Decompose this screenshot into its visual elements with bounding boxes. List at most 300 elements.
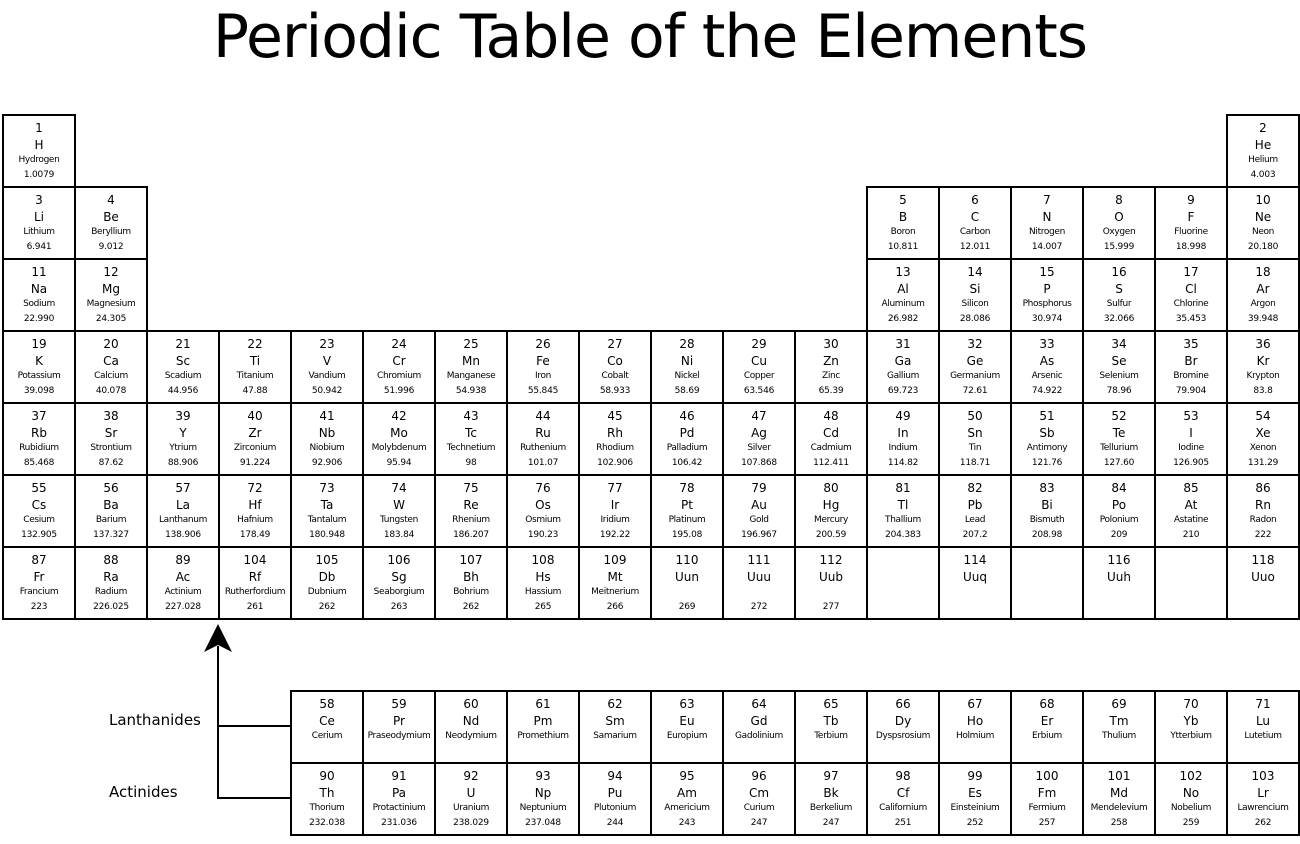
atomic-mass: 262 [318, 602, 336, 612]
atomic-number: 82 [967, 481, 983, 495]
atomic-mass: 39.948 [1247, 314, 1279, 324]
element-name: Holmium [955, 731, 995, 741]
atomic-mass: 137.327 [93, 530, 129, 540]
atomic-number: 110 [675, 553, 699, 567]
atomic-number: 75 [463, 481, 479, 495]
element-name: Einsteinium [950, 803, 1000, 813]
atomic-mass: 262 [1254, 818, 1272, 828]
atomic-mass: 226.025 [93, 602, 129, 612]
atomic-number: 26 [535, 337, 551, 351]
element-name: Nickel [674, 371, 700, 381]
atomic-mass: 58.933 [599, 386, 631, 396]
element-symbol: Pb [967, 498, 983, 512]
element-name: Radium [94, 587, 128, 597]
element-symbol: Ru [535, 426, 551, 440]
atomic-mass: 55.845 [527, 386, 559, 396]
element-symbol: Cf [896, 786, 910, 800]
element-name: Scadium [164, 371, 202, 381]
atomic-number: 23 [319, 337, 335, 351]
element-symbol: Pd [679, 426, 695, 440]
atomic-number: 1 [35, 121, 43, 135]
atomic-number: 90 [319, 769, 335, 783]
element-name: Krypton [1246, 371, 1280, 381]
element-symbol: Li [33, 210, 45, 224]
atomic-number: 9 [1187, 193, 1195, 207]
element-name: Uranium [452, 803, 490, 813]
element-symbol: La [175, 498, 191, 512]
element-name: Manganese [446, 371, 496, 381]
atomic-number: 66 [895, 697, 911, 711]
atomic-number: 47 [751, 409, 767, 423]
element-name: Tellurium [1100, 443, 1138, 453]
element-name: Mercury [813, 515, 849, 525]
element-symbol: Uub [818, 570, 843, 584]
element-name: Dubnium [307, 587, 347, 597]
element-symbol: Ge [966, 354, 984, 368]
element-symbol: Na [30, 282, 48, 296]
atomic-number: 7 [1043, 193, 1051, 207]
element-symbol: Uuu [747, 570, 771, 584]
atomic-mass: 237.048 [525, 818, 561, 828]
atomic-number: 44 [535, 409, 551, 423]
atomic-number: 68 [1039, 697, 1055, 711]
element-name: Zirconium [233, 443, 277, 453]
element-symbol: Ac [175, 570, 191, 584]
element-symbol: Cr [392, 354, 406, 368]
element-name: Thulium [1102, 731, 1136, 741]
element-symbol: Pr [393, 714, 405, 728]
element-name: Vandium [308, 371, 346, 381]
element-name: Chlorine [1173, 299, 1209, 309]
element-symbol: In [897, 426, 909, 440]
element-name: Boron [890, 227, 916, 237]
element-symbol: Kr [1256, 354, 1270, 368]
element-name: Erbium [1032, 731, 1062, 741]
element-name: Seaborgium [373, 587, 425, 597]
atomic-number: 105 [315, 553, 339, 567]
atomic-mass: 24.305 [95, 314, 127, 324]
element-name: Rutherfordium [224, 587, 286, 597]
atomic-mass: 39.098 [23, 386, 55, 396]
element-symbol: Pt [681, 498, 693, 512]
atomic-mass: 223 [30, 602, 48, 612]
atomic-number: 97 [823, 769, 839, 783]
element-symbol: V [322, 354, 332, 368]
element-symbol: Uuo [1251, 570, 1275, 584]
atomic-mass: 87.62 [98, 458, 124, 468]
element-symbol: I [1189, 426, 1193, 440]
element-name: Fluorine [1174, 227, 1208, 237]
atomic-mass: 190.23 [527, 530, 559, 540]
element-symbol: He [1254, 138, 1272, 152]
element-symbol: Tl [897, 498, 909, 512]
element-symbol: Zr [248, 426, 262, 440]
atomic-mass: 95.94 [386, 458, 412, 468]
element-name: Polonium [1099, 515, 1139, 525]
element-symbol: U [466, 786, 476, 800]
atomic-mass: 261 [246, 602, 264, 612]
atomic-mass: 186.207 [453, 530, 489, 540]
atomic-number: 84 [1111, 481, 1127, 495]
element-name: Xenon [1249, 443, 1277, 453]
atomic-mass: 69.723 [887, 386, 919, 396]
element-name: Palladium [666, 443, 708, 453]
element-symbol: Br [1184, 354, 1198, 368]
element-name: Nobelium [1170, 803, 1212, 813]
element-name: Bohrium [453, 587, 489, 597]
element-name: Technetium [446, 443, 496, 453]
atomic-number: 91 [391, 769, 407, 783]
atomic-mass: 9.012 [98, 242, 124, 252]
atomic-mass: 12.011 [959, 242, 991, 252]
element-symbol: At [1184, 498, 1198, 512]
atomic-number: 64 [751, 697, 767, 711]
element-symbol: N [1042, 210, 1052, 224]
element-symbol: Ag [751, 426, 767, 440]
atomic-mass: 1.0079 [23, 170, 55, 180]
atomic-number: 112 [819, 553, 843, 567]
atomic-number: 18 [1255, 265, 1271, 279]
element-name: Fermium [1028, 803, 1066, 813]
atomic-mass: 78.96 [1106, 386, 1132, 396]
atomic-number: 51 [1039, 409, 1055, 423]
element-name: Dyspsrosium [875, 731, 931, 741]
element-symbol: Ga [894, 354, 912, 368]
atomic-number: 111 [747, 553, 771, 567]
element-name: Beryllium [91, 227, 131, 237]
atomic-mass: 58.69 [674, 386, 700, 396]
atomic-number: 65 [823, 697, 839, 711]
element-name: Lutetium [1244, 731, 1282, 741]
element-name: Lanthanum [158, 515, 207, 525]
atomic-mass: 15.999 [1103, 242, 1135, 252]
element-name: Aluminum [881, 299, 925, 309]
atomic-number: 70 [1183, 697, 1199, 711]
atomic-number: 25 [463, 337, 479, 351]
atomic-mass: 92.906 [311, 458, 343, 468]
atomic-number: 108 [531, 553, 555, 567]
atomic-mass: 114.82 [887, 458, 919, 468]
element-symbol: Rb [31, 426, 47, 440]
atomic-mass: 231.036 [381, 818, 417, 828]
atomic-mass: 272 [750, 602, 768, 612]
element-symbol: Al [897, 282, 909, 296]
element-name: Strontium [90, 443, 132, 453]
atomic-number: 16 [1111, 265, 1127, 279]
element-symbol: Bk [823, 786, 839, 800]
element-name: Rubidium [19, 443, 59, 453]
element-symbol: Ho [966, 714, 984, 728]
element-name: Phosphorus [1022, 299, 1072, 309]
atomic-mass: 121.76 [1031, 458, 1063, 468]
element-symbol: Zn [823, 354, 839, 368]
element-name: Iodine [1178, 443, 1204, 453]
element-name: Thorium [309, 803, 345, 813]
element-symbol: Xe [1255, 426, 1271, 440]
element-symbol: Fe [536, 354, 550, 368]
atomic-number: 38 [103, 409, 119, 423]
element-name: Ytterbium [1170, 731, 1212, 741]
atomic-number: 61 [535, 697, 551, 711]
element-symbol: Re [463, 498, 479, 512]
element-name: Cobalt [601, 371, 629, 381]
atomic-mass: 47.88 [242, 386, 268, 396]
atomic-number: 17 [1183, 265, 1199, 279]
element-name: Sulfur [1106, 299, 1132, 309]
element-name: Antimony [1026, 443, 1068, 453]
element-name: Cerium [311, 731, 343, 741]
element-name: Zinc [822, 371, 840, 381]
atomic-number: 12 [103, 265, 119, 279]
element-symbol: Cu [751, 354, 767, 368]
element-name: Americium [664, 803, 710, 813]
atomic-number: 102 [1179, 769, 1203, 783]
element-name: Helium [1248, 155, 1278, 165]
atomic-number: 98 [895, 769, 911, 783]
atomic-number: 22 [247, 337, 263, 351]
atomic-number: 55 [31, 481, 47, 495]
element-name: Platinum [668, 515, 706, 525]
element-name: Barium [95, 515, 127, 525]
atomic-mass: 65.39 [818, 386, 844, 396]
atomic-number: 74 [391, 481, 407, 495]
element-symbol: Rh [607, 426, 623, 440]
atomic-mass: 178.49 [239, 530, 271, 540]
element-symbol: Fm [1037, 786, 1057, 800]
element-symbol: H [34, 138, 44, 152]
element-symbol: B [898, 210, 908, 224]
atomic-number: 32 [967, 337, 983, 351]
element-name: Lead [964, 515, 986, 525]
atomic-number: 63 [679, 697, 695, 711]
atomic-mass: 138.906 [165, 530, 201, 540]
atomic-number: 39 [175, 409, 191, 423]
atomic-mass: 238.029 [453, 818, 489, 828]
element-symbol: Mo [390, 426, 408, 440]
element-symbol: Se [1111, 354, 1127, 368]
atomic-mass: 98 [465, 458, 477, 468]
element-symbol: Sb [1039, 426, 1055, 440]
atomic-mass: 227.028 [165, 602, 201, 612]
element-symbol: Er [1040, 714, 1054, 728]
atomic-mass: 50.942 [311, 386, 343, 396]
atomic-mass: 132.905 [21, 530, 57, 540]
element-name: Rhodium [596, 443, 634, 453]
element-symbol: Uuq [962, 570, 987, 584]
element-symbol: K [35, 354, 43, 368]
element-symbol: Es [968, 786, 982, 800]
element-name: Iridium [600, 515, 630, 525]
element-symbol: Sn [967, 426, 983, 440]
atomic-number: 11 [31, 265, 47, 279]
element-symbol: Sc [175, 354, 191, 368]
atomic-number: 114 [963, 553, 987, 567]
atomic-number: 103 [1251, 769, 1275, 783]
atomic-number: 69 [1111, 697, 1127, 711]
element-name: Argon [1250, 299, 1276, 309]
element-name: Gold [749, 515, 769, 525]
atomic-number: 95 [679, 769, 695, 783]
element-symbol: Ca [103, 354, 119, 368]
atomic-mass: 14.007 [1031, 242, 1063, 252]
lanthanides-label: Lanthanides [109, 711, 201, 729]
atomic-number: 107 [459, 553, 483, 567]
atomic-number: 24 [391, 337, 407, 351]
atomic-mass: 207.2 [962, 530, 988, 540]
atomic-number: 118 [1251, 553, 1275, 567]
atomic-mass: 44.956 [167, 386, 199, 396]
element-name: Neodymium [445, 731, 497, 741]
atomic-mass: 247 [822, 818, 840, 828]
page-title: Periodic Table of the Elements [212, 2, 1088, 72]
atomic-mass: 269 [678, 602, 696, 612]
atomic-number: 21 [175, 337, 191, 351]
atomic-number: 30 [823, 337, 839, 351]
atomic-mass: 102.906 [597, 458, 633, 468]
element-name: Hydrogen [18, 155, 60, 165]
atomic-number: 36 [1255, 337, 1271, 351]
atomic-number: 100 [1035, 769, 1059, 783]
element-symbol: Am [677, 786, 697, 800]
element-name: Radon [1249, 515, 1277, 525]
element-name: Silicon [961, 299, 989, 309]
element-symbol: No [1182, 786, 1200, 800]
atomic-number: 73 [319, 481, 335, 495]
atomic-mass: 91.224 [239, 458, 271, 468]
atomic-number: 88 [103, 553, 119, 567]
atomic-mass: 210 [1182, 530, 1200, 540]
element-symbol: Uuh [1107, 570, 1131, 584]
element-symbol: S [1115, 282, 1123, 296]
element-symbol: Bi [1041, 498, 1053, 512]
atomic-mass: 40.078 [95, 386, 127, 396]
atomic-number: 14 [967, 265, 983, 279]
atomic-mass: 208.98 [1031, 530, 1063, 540]
atomic-number: 13 [895, 265, 911, 279]
atomic-number: 57 [175, 481, 191, 495]
element-symbol: C [970, 210, 980, 224]
atomic-mass: 101.07 [527, 458, 559, 468]
element-symbol: Eu [679, 714, 695, 728]
atomic-number: 94 [607, 769, 623, 783]
element-symbol: Mt [607, 570, 623, 584]
atomic-number: 85 [1183, 481, 1199, 495]
element-name: Lithium [23, 227, 55, 237]
atomic-number: 42 [391, 409, 407, 423]
atomic-number: 5 [899, 193, 907, 207]
atomic-mass: 35.453 [1175, 314, 1207, 324]
element-symbol: Ar [1256, 282, 1270, 296]
atomic-mass: 28.086 [959, 314, 991, 324]
element-symbol: Te [1112, 426, 1126, 440]
element-symbol: Cm [748, 786, 770, 800]
element-symbol: Sg [391, 570, 407, 584]
atomic-mass: 243 [678, 818, 696, 828]
atomic-number: 20 [103, 337, 119, 351]
atomic-number: 58 [319, 697, 335, 711]
atomic-mass: 6.941 [26, 242, 52, 252]
element-name: Plutonium [593, 803, 637, 813]
element-symbol: Db [318, 570, 336, 584]
atomic-mass: 183.84 [383, 530, 415, 540]
element-name: Ruthenium [520, 443, 566, 453]
atomic-number: 53 [1183, 409, 1199, 423]
element-symbol: Pm [533, 714, 553, 728]
element-name: Francium [19, 587, 59, 597]
element-symbol: Lu [1255, 714, 1271, 728]
element-name: Tantalum [307, 515, 347, 525]
atomic-mass: 251 [894, 818, 912, 828]
element-name: Selenium [1099, 371, 1139, 381]
element-name: Bromine [1173, 371, 1209, 381]
atomic-mass: 112.411 [813, 458, 849, 468]
atomic-number: 83 [1039, 481, 1055, 495]
element-name: Cadmium [810, 443, 852, 453]
element-symbol: Th [319, 786, 335, 800]
atomic-mass: 127.60 [1103, 458, 1135, 468]
atomic-mass: 22.990 [23, 314, 55, 324]
element-name: Meitnerium [591, 587, 639, 597]
element-name: Europium [666, 731, 708, 741]
atomic-mass: 258 [1110, 818, 1128, 828]
atomic-number: 29 [751, 337, 767, 351]
atomic-number: 3 [35, 193, 43, 207]
element-symbol: Fr [33, 570, 45, 584]
atomic-mass: 262 [462, 602, 480, 612]
atomic-mass: 209 [1110, 530, 1128, 540]
element-name: Berkelium [809, 803, 853, 813]
atomic-mass: 74.922 [1031, 386, 1063, 396]
atomic-mass: 200.59 [815, 530, 847, 540]
element-symbol: Nb [318, 426, 336, 440]
atomic-mass: 266 [606, 602, 624, 612]
atomic-number: 96 [751, 769, 767, 783]
element-symbol: Co [607, 354, 623, 368]
element-symbol: Ni [680, 354, 694, 368]
element-name: Praseodymium [367, 731, 431, 741]
element-symbol: Sr [104, 426, 118, 440]
element-symbol: Ti [249, 354, 261, 368]
atomic-number: 60 [463, 697, 479, 711]
element-name: Cesium [23, 515, 55, 525]
atomic-number: 46 [679, 409, 695, 423]
atomic-mass: 26.982 [887, 314, 919, 324]
element-symbol: Hg [822, 498, 840, 512]
atomic-number: 48 [823, 409, 839, 423]
element-symbol: Ta [320, 498, 334, 512]
atomic-number: 78 [679, 481, 695, 495]
element-name: Potassium [17, 371, 61, 381]
element-symbol: Rn [1255, 498, 1271, 512]
atomic-mass: 252 [966, 818, 984, 828]
element-name: Oxygen [1102, 227, 1136, 237]
atomic-number: 79 [751, 481, 767, 495]
atomic-number: 62 [607, 697, 623, 711]
atomic-number: 59 [391, 697, 407, 711]
atomic-number: 49 [895, 409, 911, 423]
element-symbol: Pa [391, 786, 407, 800]
element-name: Iron [535, 371, 551, 381]
element-symbol: Pu [607, 786, 623, 800]
element-symbol: Sm [605, 714, 625, 728]
atomic-mass: 18.998 [1175, 242, 1207, 252]
atomic-number: 28 [679, 337, 695, 351]
atomic-mass: 88.906 [167, 458, 199, 468]
element-symbol: Uun [675, 570, 699, 584]
atomic-number: 33 [1039, 337, 1055, 351]
actinides-label: Actinides [109, 783, 178, 801]
atomic-mass: 79.904 [1175, 386, 1207, 396]
